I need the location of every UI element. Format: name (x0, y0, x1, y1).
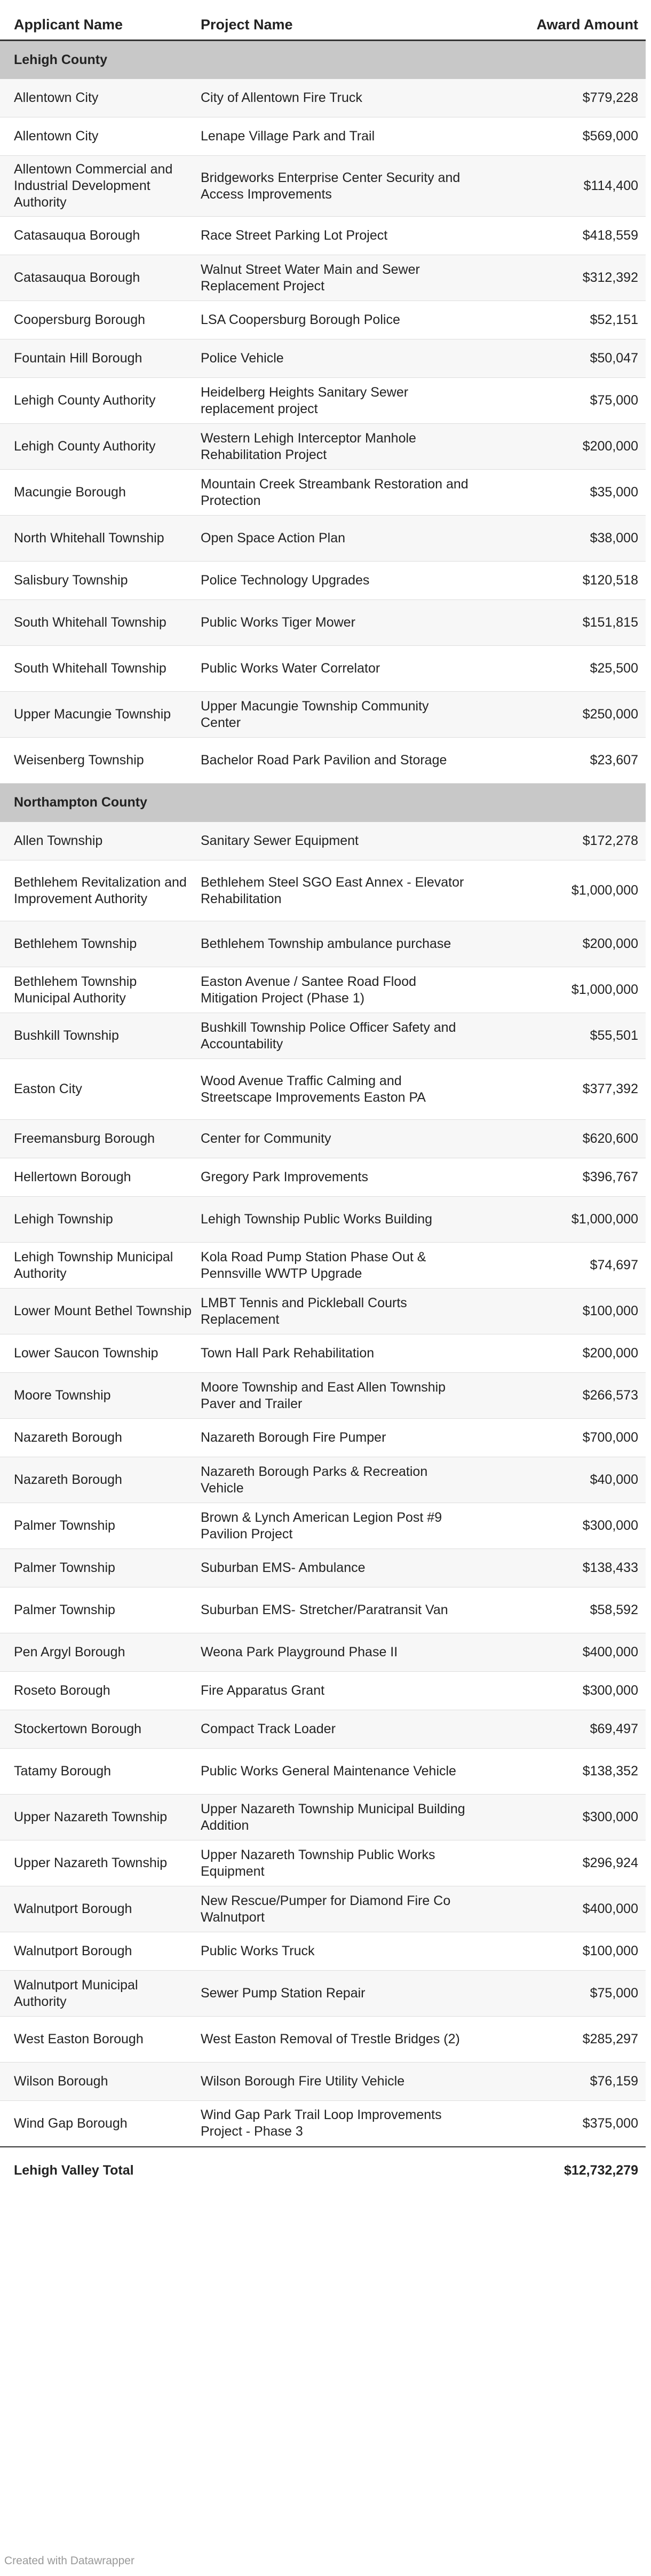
cell-project: Bethlehem Steel SGO East Annex - Elevator Rehabilitation (201, 860, 476, 921)
cell-applicant: Easton City (0, 1059, 201, 1120)
cell-amount: $396,767 (476, 1158, 646, 1197)
table-row (0, 1289, 646, 1334)
cell-project: Kola Road Pump Station Phase Out & Pennsville WWTP Upgrade (201, 1243, 476, 1289)
cell-amount: $172,278 (476, 822, 646, 860)
table-row (0, 2017, 646, 2063)
cell-project: Nazareth Borough Fire Pumper (201, 1419, 476, 1457)
table-row (0, 516, 646, 562)
table-row (0, 470, 646, 516)
cell-applicant: Fountain Hill Borough (0, 339, 201, 378)
column-header-amount[interactable]: Award Amount (476, 10, 646, 41)
cell-amount: $58,592 (476, 1587, 646, 1633)
cell-applicant: Walnutport Borough (0, 1886, 201, 1932)
cell-amount: $38,000 (476, 516, 646, 562)
cell-applicant: Allentown City (0, 79, 201, 117)
table-row (0, 1587, 646, 1633)
total-label: Lehigh Valley Total (0, 2147, 476, 2194)
cell-project: Open Space Action Plan (201, 516, 476, 562)
cell-applicant: Walnutport Borough (0, 1932, 201, 1971)
cell-project: Brown & Lynch American Legion Post #9 Pavilion Project (201, 1503, 476, 1549)
table-row (0, 1840, 646, 1886)
cell-project: Center for Community (201, 1120, 476, 1158)
table-row (0, 1503, 646, 1549)
table-row (0, 2063, 646, 2101)
table-row (0, 1013, 646, 1059)
cell-project: Public Works Water Correlator (201, 646, 476, 692)
table-row (0, 117, 646, 156)
cell-project: Nazareth Borough Parks & Recreation Vehicle (201, 1457, 476, 1503)
cell-applicant: South Whitehall Township (0, 600, 201, 646)
cell-project: West Easton Removal of Trestle Bridges (2) (201, 2017, 476, 2063)
cell-applicant: Stockertown Borough (0, 1710, 201, 1749)
table-row (0, 1158, 646, 1197)
cell-amount: $300,000 (476, 1503, 646, 1549)
cell-amount: $1,000,000 (476, 860, 646, 921)
cell-applicant: Upper Nazareth Township (0, 1840, 201, 1886)
cell-amount: $620,600 (476, 1120, 646, 1158)
table-row (0, 79, 646, 117)
table-row (0, 600, 646, 646)
cell-amount: $700,000 (476, 1419, 646, 1457)
cell-project: Sanitary Sewer Equipment (201, 822, 476, 860)
table-row (0, 424, 646, 470)
table-row (0, 1197, 646, 1243)
cell-amount: $300,000 (476, 1672, 646, 1710)
table-row (0, 339, 646, 378)
cell-amount: $300,000 (476, 1795, 646, 1840)
cell-applicant: Lehigh Township (0, 1197, 201, 1243)
cell-amount: $25,500 (476, 646, 646, 692)
table-row (0, 1373, 646, 1419)
cell-project: Bethlehem Township ambulance purchase (201, 921, 476, 967)
cell-project: City of Allentown Fire Truck (201, 79, 476, 117)
cell-amount: $418,559 (476, 217, 646, 255)
table-row (0, 1886, 646, 1932)
table-row (0, 1795, 646, 1840)
cell-amount: $250,000 (476, 692, 646, 738)
cell-project: Bridgeworks Enterprise Center Security and Access Improvements (201, 156, 476, 217)
cell-amount: $100,000 (476, 1932, 646, 1971)
cell-amount: $312,392 (476, 255, 646, 301)
cell-project: Bachelor Road Park Pavilion and Storage (201, 738, 476, 784)
cell-amount: $55,501 (476, 1013, 646, 1059)
table-row (0, 1672, 646, 1710)
cell-applicant: Bethlehem Township (0, 921, 201, 967)
awards-table (0, 10, 646, 2194)
cell-project: Heidelberg Heights Sanitary Sewer replacement project (201, 378, 476, 424)
table-row (0, 1932, 646, 1971)
column-header-applicant[interactable]: Applicant Name (0, 10, 201, 41)
cell-applicant: Salisbury Township (0, 562, 201, 600)
table-row (0, 692, 646, 738)
cell-applicant: Catasauqua Borough (0, 255, 201, 301)
cell-applicant: Catasauqua Borough (0, 217, 201, 255)
cell-project: LMBT Tennis and Pickleball Courts Replacement (201, 1289, 476, 1334)
cell-project: Western Lehigh Interceptor Manhole Rehabilitation Project (201, 424, 476, 470)
table-row (0, 156, 646, 217)
cell-amount: $400,000 (476, 1633, 646, 1672)
cell-applicant: Bushkill Township (0, 1013, 201, 1059)
cell-applicant: Allen Township (0, 822, 201, 860)
cell-applicant: Lehigh County Authority (0, 424, 201, 470)
cell-project: Mountain Creek Streambank Restoration and Protection (201, 470, 476, 516)
cell-project: Suburban EMS- Stretcher/Paratransit Van (201, 1587, 476, 1633)
cell-applicant: Coopersburg Borough (0, 301, 201, 339)
cell-amount: $779,228 (476, 79, 646, 117)
cell-project: Public Works General Maintenance Vehicle (201, 1749, 476, 1795)
table-row (0, 967, 646, 1013)
cell-applicant: Lehigh Township Municipal Authority (0, 1243, 201, 1289)
table-row (0, 1633, 646, 1672)
table-row (0, 378, 646, 424)
cell-applicant: Tatamy Borough (0, 1749, 201, 1795)
cell-applicant: South Whitehall Township (0, 646, 201, 692)
cell-applicant: Upper Macungie Township (0, 692, 201, 738)
cell-project: Police Technology Upgrades (201, 562, 476, 600)
datawrapper-credit[interactable]: Created with Datawrapper (4, 2555, 134, 2567)
cell-applicant: Palmer Township (0, 1587, 201, 1633)
cell-project: Wood Avenue Traffic Calming and Streetscape Improvements Easton PA (201, 1059, 476, 1120)
table-row (0, 1710, 646, 1749)
cell-project: Suburban EMS- Ambulance (201, 1549, 476, 1587)
cell-amount: $69,497 (476, 1710, 646, 1749)
cell-amount: $151,815 (476, 600, 646, 646)
table-row (0, 1120, 646, 1158)
table-row (0, 255, 646, 301)
group-row (0, 41, 646, 79)
group-label: Lehigh County (0, 41, 646, 79)
cell-project: Walnut Street Water Main and Sewer Replacement Project (201, 255, 476, 301)
cell-applicant: Wilson Borough (0, 2063, 201, 2101)
cell-applicant: Lower Saucon Township (0, 1334, 201, 1373)
cell-amount: $50,047 (476, 339, 646, 378)
cell-amount: $138,352 (476, 1749, 646, 1795)
table-row (0, 1457, 646, 1503)
cell-amount: $200,000 (476, 1334, 646, 1373)
table-row (0, 301, 646, 339)
cell-applicant: Freemansburg Borough (0, 1120, 201, 1158)
cell-amount: $120,518 (476, 562, 646, 600)
cell-applicant: Lower Mount Bethel Township (0, 1289, 201, 1334)
cell-amount: $76,159 (476, 2063, 646, 2101)
group-label: Northampton County (0, 784, 646, 822)
cell-amount: $74,697 (476, 1243, 646, 1289)
cell-project: Police Vehicle (201, 339, 476, 378)
cell-applicant: Hellertown Borough (0, 1158, 201, 1197)
cell-amount: $200,000 (476, 921, 646, 967)
cell-applicant: Bethlehem Township Municipal Authority (0, 967, 201, 1013)
cell-project: Race Street Parking Lot Project (201, 217, 476, 255)
cell-project: Gregory Park Improvements (201, 1158, 476, 1197)
cell-applicant: Allentown Commercial and Industrial Development Authority (0, 156, 201, 217)
cell-applicant: Macungie Borough (0, 470, 201, 516)
cell-applicant: Weisenberg Township (0, 738, 201, 784)
cell-applicant: Moore Township (0, 1373, 201, 1419)
cell-amount: $1,000,000 (476, 1197, 646, 1243)
cell-amount: $200,000 (476, 424, 646, 470)
cell-applicant: Allentown City (0, 117, 201, 156)
cell-amount: $296,924 (476, 1840, 646, 1886)
cell-applicant: Palmer Township (0, 1503, 201, 1549)
table-row (0, 1059, 646, 1120)
cell-applicant: Upper Nazareth Township (0, 1795, 201, 1840)
table-row (0, 738, 646, 784)
cell-amount: $400,000 (476, 1886, 646, 1932)
cell-project: Lehigh Township Public Works Building (201, 1197, 476, 1243)
table-row (0, 1419, 646, 1457)
table-row (0, 217, 646, 255)
cell-amount: $23,607 (476, 738, 646, 784)
cell-amount: $75,000 (476, 1971, 646, 2017)
cell-amount: $375,000 (476, 2101, 646, 2147)
cell-amount: $35,000 (476, 470, 646, 516)
cell-project: Wilson Borough Fire Utility Vehicle (201, 2063, 476, 2101)
cell-project: New Rescue/Pumper for Diamond Fire Co Walnutport (201, 1886, 476, 1932)
table-row (0, 646, 646, 692)
cell-amount: $114,400 (476, 156, 646, 217)
cell-project: Bushkill Township Police Officer Safety and Accountability (201, 1013, 476, 1059)
cell-amount: $569,000 (476, 117, 646, 156)
cell-applicant: Pen Argyl Borough (0, 1633, 201, 1672)
cell-amount: $285,297 (476, 2017, 646, 2063)
cell-applicant: Lehigh County Authority (0, 378, 201, 424)
total-row (0, 2147, 646, 2194)
column-header-project[interactable]: Project Name (201, 10, 476, 41)
cell-project: Upper Nazareth Township Municipal Building Addition (201, 1795, 476, 1840)
table-body (0, 41, 646, 2194)
cell-project: Upper Macungie Township Community Center (201, 692, 476, 738)
table-row (0, 1243, 646, 1289)
cell-amount: $138,433 (476, 1549, 646, 1587)
table-row (0, 562, 646, 600)
cell-applicant: North Whitehall Township (0, 516, 201, 562)
table-row (0, 860, 646, 921)
cell-project: LSA Coopersburg Borough Police (201, 301, 476, 339)
header-row (0, 10, 646, 41)
cell-project: Weona Park Playground Phase II (201, 1633, 476, 1672)
cell-applicant: Wind Gap Borough (0, 2101, 201, 2147)
cell-project: Public Works Truck (201, 1932, 476, 1971)
table-row (0, 1971, 646, 2017)
cell-amount: $377,392 (476, 1059, 646, 1120)
cell-applicant: Bethlehem Revitalization and Improvement Authority (0, 860, 201, 921)
cell-project: Town Hall Park Rehabilitation (201, 1334, 476, 1373)
cell-project: Sewer Pump Station Repair (201, 1971, 476, 2017)
cell-project: Compact Track Loader (201, 1710, 476, 1749)
cell-amount: $266,573 (476, 1373, 646, 1419)
total-amount: $12,732,279 (476, 2147, 646, 2194)
table-row (0, 2101, 646, 2147)
group-row (0, 784, 646, 822)
table-row (0, 921, 646, 967)
table-row (0, 1749, 646, 1795)
cell-project: Lenape Village Park and Trail (201, 117, 476, 156)
cell-project: Moore Township and East Allen Township Paver and Trailer (201, 1373, 476, 1419)
cell-amount: $40,000 (476, 1457, 646, 1503)
cell-applicant: West Easton Borough (0, 2017, 201, 2063)
table-row (0, 1549, 646, 1587)
cell-amount: $1,000,000 (476, 967, 646, 1013)
cell-applicant: Palmer Township (0, 1549, 201, 1587)
cell-applicant: Nazareth Borough (0, 1419, 201, 1457)
cell-project: Wind Gap Park Trail Loop Improvements Project - Phase 3 (201, 2101, 476, 2147)
table-row (0, 822, 646, 860)
cell-applicant: Walnutport Municipal Authority (0, 1971, 201, 2017)
cell-amount: $52,151 (476, 301, 646, 339)
cell-amount: $75,000 (476, 378, 646, 424)
cell-project: Upper Nazareth Township Public Works Equipment (201, 1840, 476, 1886)
table-row (0, 1334, 646, 1373)
cell-applicant: Roseto Borough (0, 1672, 201, 1710)
cell-project: Easton Avenue / Santee Road Flood Mitigation Project (Phase 1) (201, 967, 476, 1013)
cell-applicant: Nazareth Borough (0, 1457, 201, 1503)
cell-project: Fire Apparatus Grant (201, 1672, 476, 1710)
cell-project: Public Works Tiger Mower (201, 600, 476, 646)
cell-amount: $100,000 (476, 1289, 646, 1334)
